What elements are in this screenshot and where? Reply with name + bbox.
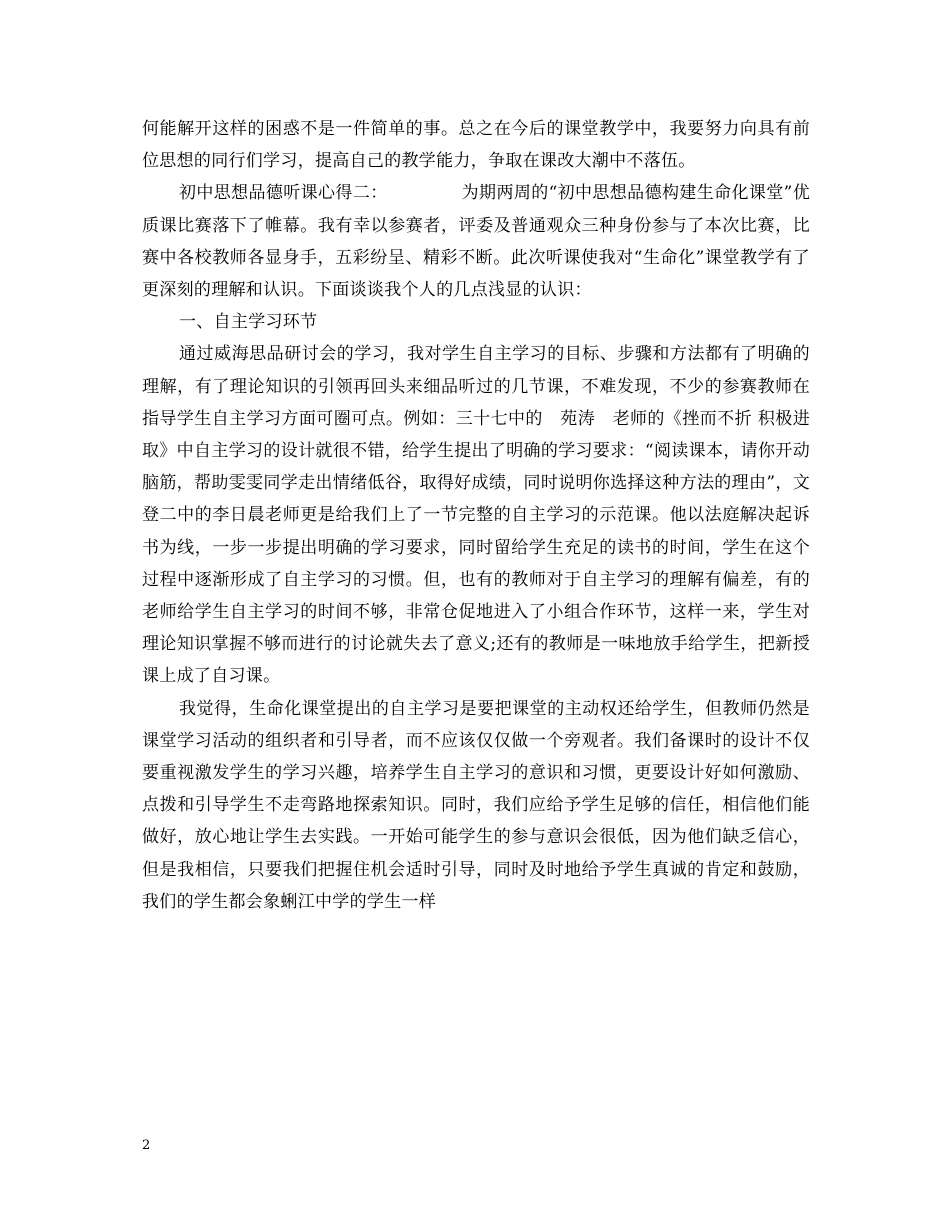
heading-text: 一、自主学习环节 <box>179 312 318 333</box>
section-heading <box>142 306 810 338</box>
paragraph-continued <box>142 113 810 177</box>
paragraph-reflection <box>142 693 810 918</box>
paragraph-section-two <box>142 177 810 306</box>
paragraph-text: 通过威海思品研讨会的学习，我对学生自主学习的目标、步骤和方法都有了明确的理解，有了理论知识的引领再回头来细品听过的几节课，不难发现，不少的参赛教师在指导学生自主学习方面可圈可点。例如：三十七中的 苑涛 老师的《挫而不折 积极进取》中自主学习的设计就很不错，给学生提出了明确的学习要求：“阅读课本，请你开动脑筋，帮助雯雯同学走出情绪低谷，取得好成绩，同时说明你选择这种方法的理由”，文登二中的李日晨老师更是给我们上了一节完整的自主学习的示范课。他以法庭解决起诉书为线，一步一步提出明确的学习要求，同时留给学生充足的读书的时间，学生在这个过程中逐渐形成了自主学习的习惯。但，也有的教师对于自主学习的理解有偏差，有的老师给学生自主学习的时间不够，非常仓促地进入了小组合作环节，这样一来，学生对理论知识掌握不够而进行的讨论就失去了意义;还有的教师是一味地放手给学生，把新授课上成了自习课。 <box>142 344 810 687</box>
section-title: 初中思想品德听课心得二： <box>179 183 388 204</box>
paragraph-text: 何能解开这样的困惑不是一件简单的事。总之在今后的课堂教学中，我要努力向具有前位思想的同行们学习，提高自己的教学能力，争取在课改大潮中不落伍。 <box>142 119 810 172</box>
page-number: 2 <box>142 1138 151 1153</box>
document-body <box>142 113 810 918</box>
paragraph-text: 我觉得，生命化课堂提出的自主学习是要把课堂的主动权还给学生，但教师仍然是课堂学习活动的组织者和引导者，而不应该仅仅做一个旁观者。我们备课时的设计不仅要重视激发学生的学习兴趣，培养学生自主学习的意识和习惯，更要设计好如何激励、点拨和引导学生不走弯路地探索知识。同时，我们应给予学生足够的信任，相信他们能做好，放心地让学生去实践。一开始可能学生的参与意识会很低，因为他们缺乏信心，但是我相信，只要我们把握住机会适时引导，同时及时地给予学生真诚的肯定和鼓励，我们的学生都会象蜊江中学的学生一样 <box>142 698 810 912</box>
paragraph-autonomous-learning <box>142 338 810 692</box>
paragraph-text: 为期两周的“初中思想品德构建生命化课堂”优质课比赛落下了帷幕。我有幸以参赛者，评委及普通观众三种身份参与了本次比赛，比赛中各校教师各显身手，五彩纷呈、精彩不断。此次听课使我对“生命化”课堂教学有了更深刻的理解和认识。下面谈谈我个人的几点浅显的认识： <box>142 183 810 301</box>
